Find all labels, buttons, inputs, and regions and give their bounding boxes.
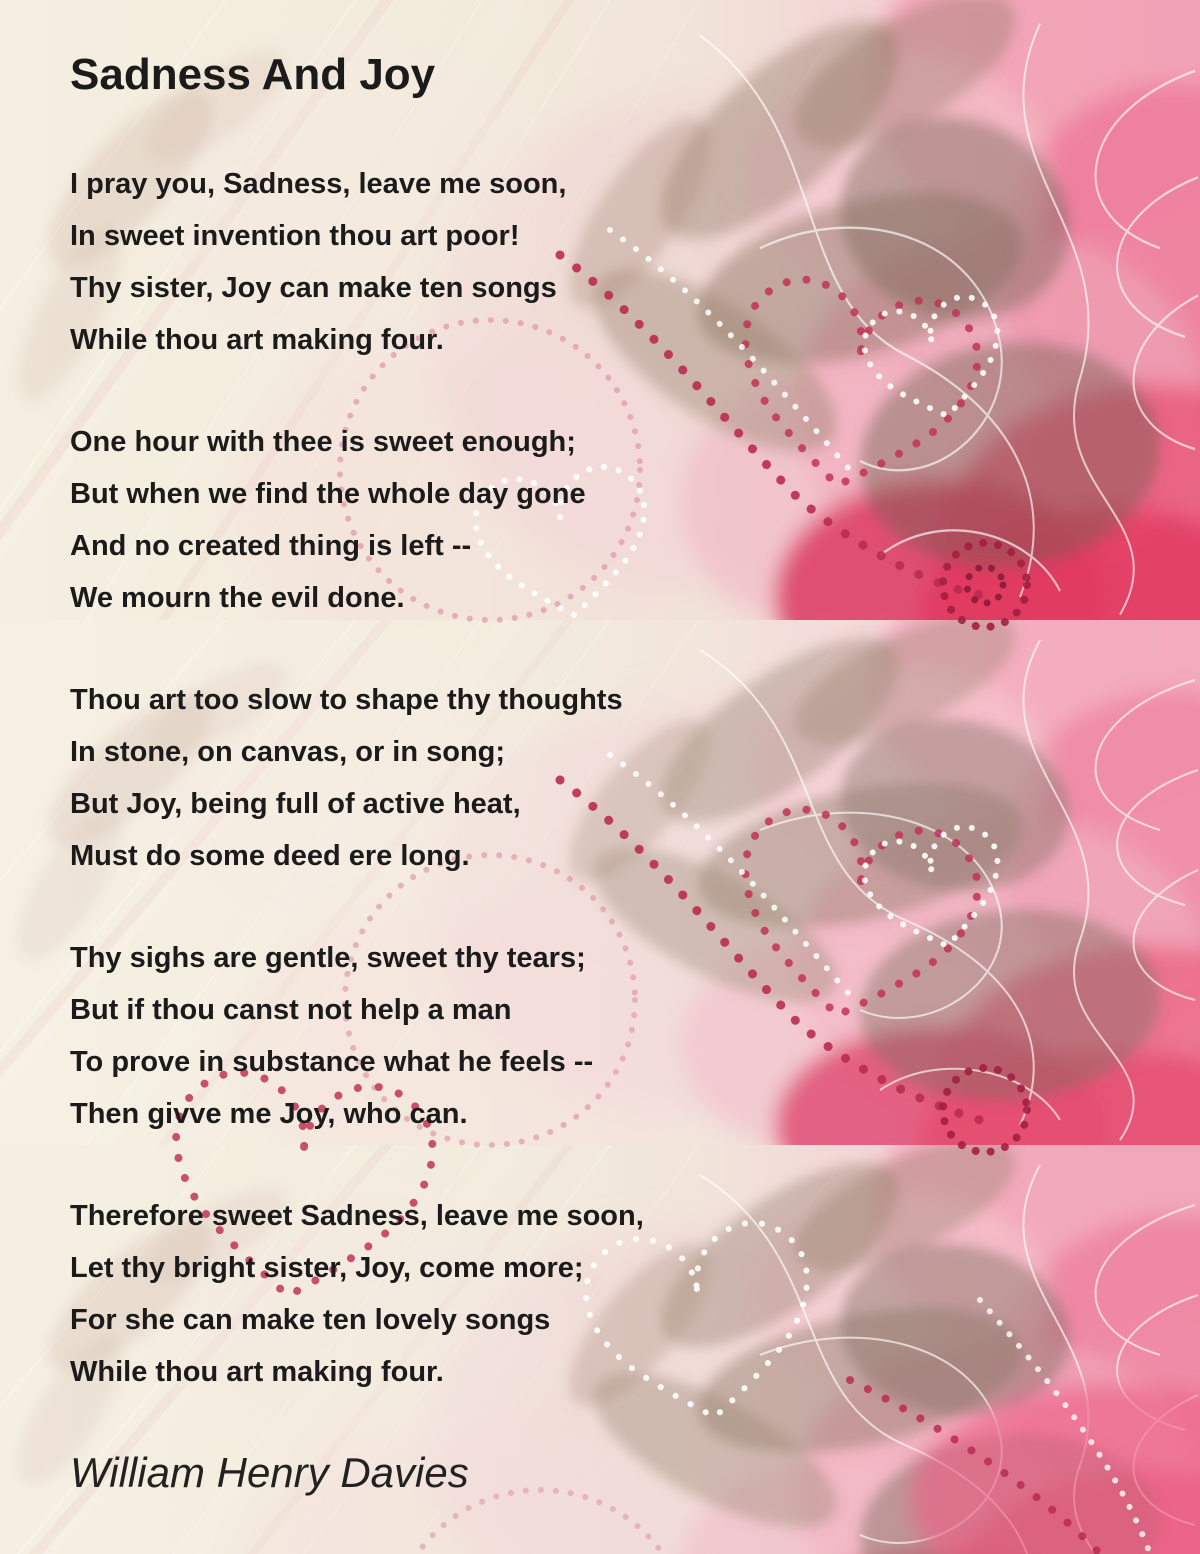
poem-line: But if thou canst not help a man: [70, 994, 512, 1026]
poem-line: To prove in substance what he feels --: [70, 1046, 594, 1078]
poem-line: But Joy, being full of active heat,: [70, 788, 521, 820]
poem-line: Thy sister, Joy can make ten songs: [70, 272, 557, 304]
poem-line: Let thy bright sister, Joy, come more;: [70, 1252, 584, 1284]
poem-line: Must do some deed ere long.: [70, 840, 470, 872]
poem-line: Then givve me Joy, who can.: [70, 1098, 468, 1130]
poem-line: For she can make ten lovely songs: [70, 1304, 551, 1336]
poem-line: One hour with thee is sweet enough;: [70, 426, 576, 458]
poem-line: Thou art too slow to shape thy thoughts: [70, 684, 623, 716]
poem-line: In stone, on canvas, or in song;: [70, 736, 506, 768]
poem-line: We mourn the evil done.: [70, 582, 405, 614]
stanza-3: [70, 674, 623, 882]
poem-line: Thy sighs are gentle, sweet thy tears;: [70, 942, 586, 974]
poem-line: I pray you, Sadness, leave me soon,: [70, 168, 567, 200]
poem-title: Sadness And Joy: [70, 50, 436, 99]
poem-line: In sweet invention thou art poor!: [70, 220, 520, 252]
poem-line: While thou art making four.: [70, 1356, 444, 1388]
poem-line: Therefore sweet Sadness, leave me soon,: [70, 1200, 644, 1232]
poem-line: But when we find the whole day gone: [70, 478, 586, 510]
stanza-2: [70, 416, 586, 624]
poem-author: William Henry Davies: [70, 1449, 469, 1496]
stanza-1: [70, 158, 566, 366]
stanza-4: [70, 932, 593, 1140]
poem-line: While thou art making four.: [70, 324, 444, 356]
stanza-5: [70, 1190, 644, 1398]
poem-line: And no created thing is left --: [70, 530, 472, 562]
